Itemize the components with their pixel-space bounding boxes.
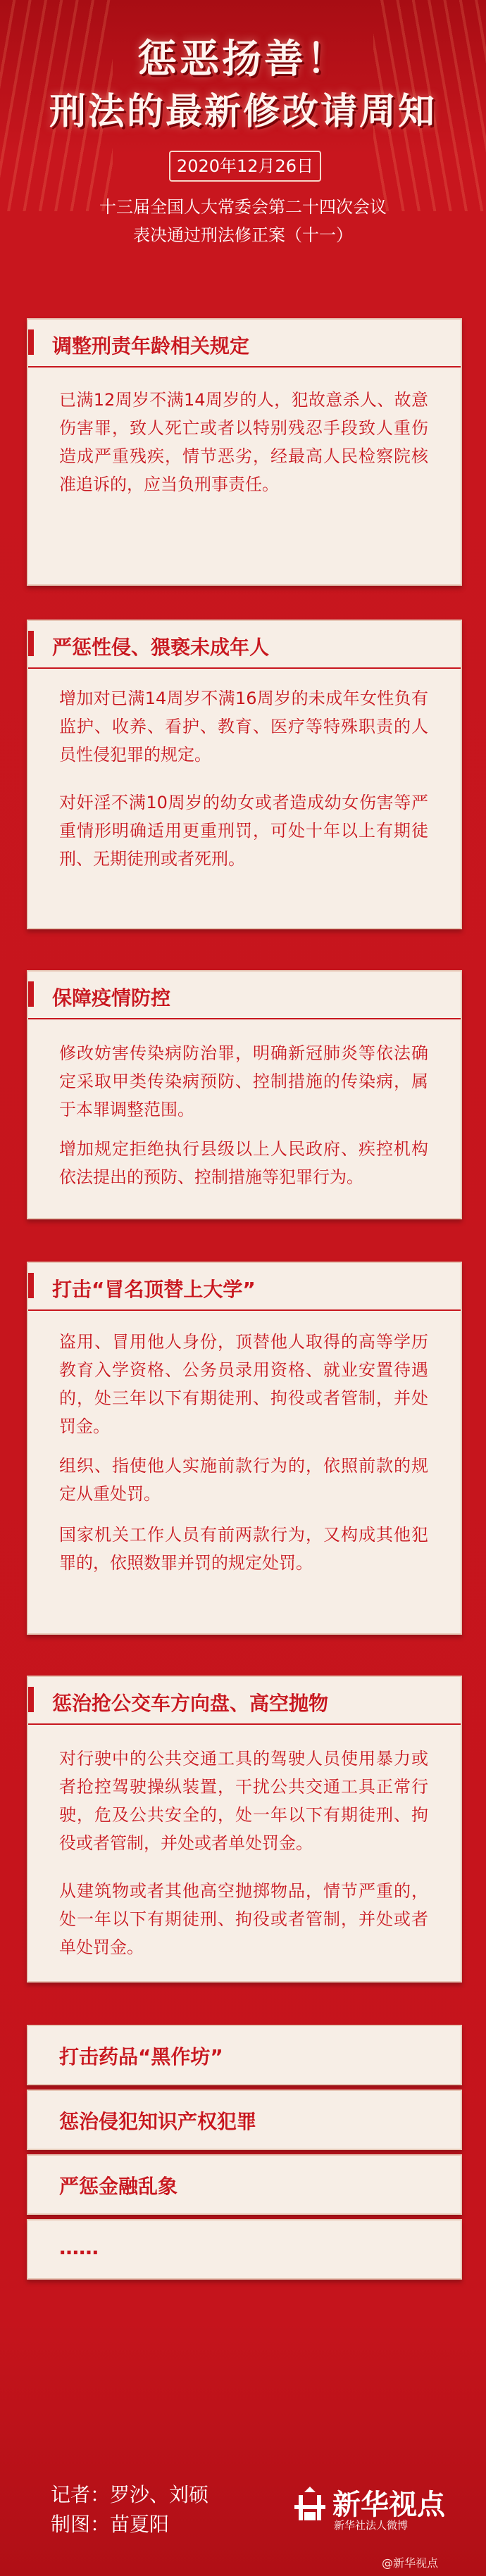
reporter-credit: 记者：罗沙、刘硕: [51, 2483, 209, 2506]
section-card-age-responsibility: [27, 318, 462, 586]
section-paragraph: 修改妨害传染病防治罪，明确新冠肺炎等依法确定采取甲类传染病预防、控制措施的传染病，属于本罪调整范围。: [59, 1043, 428, 1119]
hero-header: [0, 0, 486, 296]
date-badge: 2020年12月26日: [169, 151, 321, 182]
headline-line-1: 惩恶扬善！: [137, 37, 349, 82]
section-title-bar: [28, 972, 461, 1019]
title-accent-mark: [28, 631, 34, 656]
summary-item-card: [27, 2219, 462, 2280]
section-paragraph: 增加对已满14周岁不满16周岁的未成年女性负有监护、收养、看护、教育、医疗等特殊职责的人员性侵犯罪的规定。: [59, 689, 428, 765]
xinhua-logo: [290, 2477, 449, 2533]
section-title-bar: [28, 1263, 461, 1311]
section-paragraph: 从建筑物或者其他高空抛掷物品，情节严重的，处一年以下有期徒刑、拘役或者管制，并处或者单处罚金。: [59, 1881, 428, 1957]
section-paragraph: 已满12周岁不满14周岁的人，犯故意杀人、故意伤害罪，致人死亡或者以特别残忍手段致人重伤造成严重残疾，情节恶劣，经最高人民检察院核准追诉的，应当负刑事责任。: [59, 390, 428, 494]
subtitle-line-2: 表决通过刑法修正案（十一）: [133, 225, 353, 245]
section-card-public-safety: [27, 1676, 462, 1983]
summary-item-card: [27, 2090, 462, 2150]
section-paragraph: 国家机关工作人员有前两款行为，又构成其他犯罪的，依照数罪并罚的规定处罚。: [59, 1525, 428, 1573]
section-title: 调整刑责年龄相关规定: [52, 334, 250, 358]
logo-mark-icon: [290, 2484, 330, 2523]
section-title-bar: [28, 1677, 461, 1725]
section-card-epidemic-control: [27, 970, 462, 1219]
summary-item-title: 严惩金融乱象: [59, 2175, 178, 2198]
summary-ellipsis: ……: [59, 2236, 99, 2259]
section-title: 惩治抢公交车方向盘、高空抛物: [52, 1692, 329, 1715]
section-title-bar: [28, 621, 461, 669]
headline-line-2: 刑法的最新修改请周知: [49, 91, 437, 133]
summary-item-title: 打击药品“黑作坊”: [59, 2045, 223, 2068]
title-accent-mark: [28, 329, 34, 355]
watermark: @新华视点: [382, 2556, 439, 2570]
section-card-minor-protection: [27, 620, 462, 929]
subtitle-line-1: 十三届全国人大常委会第二十四次会议: [99, 197, 387, 217]
title-accent-mark: [28, 1273, 34, 1298]
section-title-bar: [28, 320, 461, 367]
section-title: 打击“冒名顶替上大学”: [52, 1278, 256, 1301]
summary-item-title: 惩治侵犯知识产权犯罪: [59, 2110, 257, 2133]
section-paragraph: 盗用、冒用他人身份，顶替他人取得的高等学历教育入学资格、公务员录用资格、就业安置待遇的，处三年以下有期徒刑、拘役或者管制，并处罚金。: [59, 1332, 428, 1436]
summary-item-card: [27, 2025, 462, 2085]
logo-name: 新华视点: [332, 2489, 445, 2521]
logo-tagline: 新华社法人微博: [334, 2519, 409, 2532]
title-accent-mark: [28, 981, 34, 1007]
title-accent-mark: [28, 1687, 34, 1712]
section-title: 严惩性侵、猥亵未成年人: [52, 636, 270, 659]
section-card-identity-fraud: [27, 1262, 462, 1635]
section-paragraph: 对行驶中的公共交通工具的驾驶人员使用暴力或者抢控驾驶操纵装置，干扰公共交通工具正常行驶，危及公共安全的，处一年以下有期徒刑、拘役或者管制，并处或者单处罚金。: [59, 1749, 428, 1853]
section-paragraph: 组织、指使他人实施前款行为的，依照前款的规定从重处罚。: [59, 1456, 428, 1504]
section-title: 保障疫情防控: [52, 986, 171, 1010]
section-paragraph: 增加规定拒绝执行县级以上人民政府、疾控机构依法提出的预防、控制措施等犯罪行为。: [59, 1139, 428, 1187]
section-paragraph: 对奸淫不满10周岁的幼女或者造成幼女伤害等严重情形明确适用更重刑罚，可处十年以上有期徒刑、无期徒刑或者死刑。: [59, 793, 428, 869]
designer-credit: 制图：苗夏阳: [51, 2513, 170, 2536]
summary-item-card: [27, 2154, 462, 2215]
